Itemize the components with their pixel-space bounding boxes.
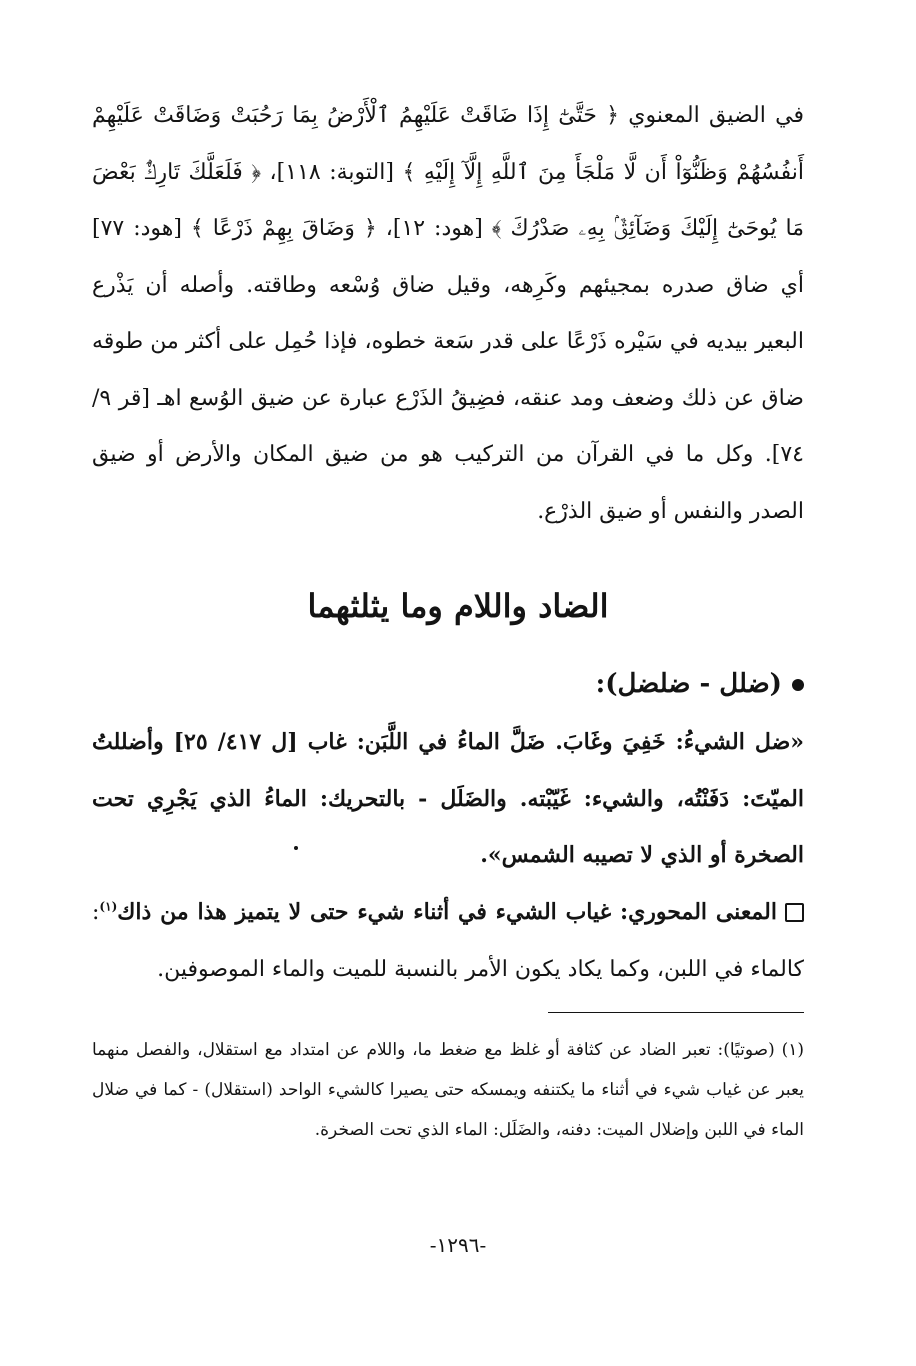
core-continuation: : كالماء في اللبن، وكما يكاد يكون الأمر بالنسبة للميت والماء الموصوفين.	[92, 899, 804, 982]
footnote-separator	[548, 1012, 804, 1013]
entry-heading	[92, 656, 804, 712]
footnote: (١) (صوتيًا): تعبر الضاد عن كثافة أو غلظ مع ضغط ما، واللام عن امتداد مع استقلال، والفصل منهما يعبر عن غياب شيء في أثناء ما يكتنفه ويمسكه حتى يصيرا كالشيء الواحد (استقلال) - كما في ضلال الماء في اللبن وإضلال الميت: دفنه، والضَلَل: الماء الذي تحت الصخرة.	[92, 1040, 804, 1140]
entry-quote: «ضل الشيءُ: خَفِيَ وغَابَ. ضَلَّ الماءُ في اللَّبَن: غاب [ل ٤١٧/ ٢٥] وأضللتُ الميّتَ: دَفَنْتُه، والشيء: غَيّبْته. والضَلَل - بالتحريك: الماءُ الذي يَجْرِي تحت الصخرة أو الذي لا تصيبه الشمس».	[92, 729, 805, 868]
core-text: غياب الشيء في أثناء شيء حتى لا يتميز هذا من ذاك	[117, 898, 612, 925]
entry-block	[92, 656, 804, 999]
body-text	[92, 88, 804, 540]
body-paragraph: في الضيق المعنوي ﴿ حَتَّىٰٓ إِذَا ضَاقَتْ عَلَيْهِمُ ٱلْأَرْضُ بِمَا رَحُبَتْ وَضَاقَتْ عَلَيْهِمْ أَنفُسُهُمْ وَظَنُّوٓاْ أَن لَّا مَلْجَأَ مِنَ ٱللَّهِ إِلَّآ إِلَيْهِ ﴾ [التوبة: ١١٨]، ﴿ فَلَعَلَّكَ تَارِكٌۢ بَعْضَ مَا يُوحَىٰٓ إِلَيْكَ وَضَآئِقٌۢ بِهِۦ صَدْرُكَ ﴾ [هود: ١٢]، ﴿ وَضَاقَ بِهِمْ ذَرْعًا ﴾ [هود: ٧٧] أي ضاق صدره بمجيئهم وكَرِهه، وقيل ضاق وُسْعه وطاقته. وأصله أن يَذْرع البعير بيديه في سَيْره ذَرْعًا على قدر سَعة خطوه، فإذا حُمِل على أكثر من طوقه ضاق عن ذلك وضعف ومد عنقه، فضِيقُ الذَرْع عبارة عن ضيق الوُسع اهـ [قر ٩/ ٧٤]. وكل ما في القرآن من التركيب هو من ضيق المكان والأرض أو ضيق الصدر والنفس أو ضيق الذرْع.	[92, 103, 805, 524]
entry-heading-text: (ضلل - ضلضل):	[595, 669, 782, 699]
page-number: -١٢٩٦-	[429, 1233, 487, 1257]
footnote-reference: (١)	[99, 899, 118, 914]
bullet-icon	[792, 679, 804, 691]
stray-dot	[294, 846, 298, 850]
core-label: المعنى المحوري:	[619, 898, 777, 925]
square-marker-icon	[785, 903, 804, 922]
core-meaning	[92, 884, 804, 999]
section-title: الضاد واللام وما يثلثهما	[307, 587, 609, 625]
